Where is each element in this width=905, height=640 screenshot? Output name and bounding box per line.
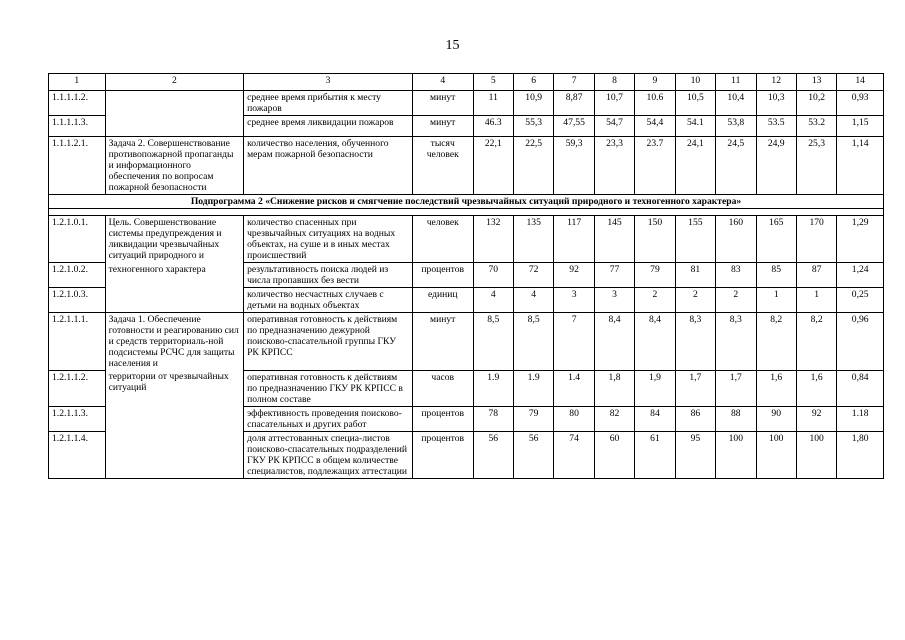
table-row (49, 216, 884, 263)
row-value: 10,4 (716, 91, 756, 116)
goal-description-continued: техногенного характера (105, 263, 243, 313)
indicators-table (48, 73, 884, 479)
row-value: 78 (473, 406, 513, 431)
row-indicator: среднее время прибытия к месту пожаров (244, 91, 413, 116)
row-value: 56 (513, 431, 553, 478)
row-value: 53.5 (756, 116, 796, 137)
row-indicator: количество несчастных случаев с детьми на водных объектах (244, 288, 413, 313)
row-value: 2 (675, 288, 715, 313)
row-value: 8,3 (716, 313, 756, 371)
row-value: 10,9 (513, 91, 553, 116)
task2-description: Задача 2. Совершенствование противопожарной пропаганды и информационного обеспечения по вопросам пожарной безопасности (105, 137, 243, 195)
row-value: 77 (594, 263, 634, 288)
page-number: 15 (445, 38, 460, 53)
row-value: 46.3 (473, 116, 513, 137)
row-value: 145 (594, 216, 634, 263)
row-value: 10,2 (796, 91, 836, 116)
row-value: 1.18 (837, 406, 884, 431)
header-cell: 13 (796, 74, 836, 91)
row-value: 23.7 (635, 137, 675, 195)
row-value: 95 (675, 431, 715, 478)
row-unit: минут (412, 116, 473, 137)
row-value: 165 (756, 216, 796, 263)
row-value: 10,5 (675, 91, 715, 116)
row-value: 80 (554, 406, 594, 431)
row-unit: часов (412, 370, 473, 406)
row-code: 1.2.1.1.4. (49, 431, 106, 478)
row-value: 79 (635, 263, 675, 288)
row-value: 24,9 (756, 137, 796, 195)
row-value: 54.1 (675, 116, 715, 137)
row-value: 10,7 (594, 91, 634, 116)
row-value: 1,8 (594, 370, 634, 406)
row-unit: процентов (412, 431, 473, 478)
row-unit: процентов (412, 263, 473, 288)
row-value: 2 (716, 288, 756, 313)
row-value: 10.6 (635, 91, 675, 116)
header-cell: 11 (716, 74, 756, 91)
table-row (49, 91, 884, 116)
row-code: 1.2.1.0.2. (49, 263, 106, 288)
row-value: 70 (473, 263, 513, 288)
row-value: 59,3 (554, 137, 594, 195)
row-value: 25,3 (796, 137, 836, 195)
row-value: 0,84 (837, 370, 884, 406)
row-value: 53,8 (716, 116, 756, 137)
row-value: 160 (716, 216, 756, 263)
row-value: 61 (635, 431, 675, 478)
row-value: 8,2 (796, 313, 836, 371)
header-cell: 14 (837, 74, 884, 91)
row-value: 8,87 (554, 91, 594, 116)
row-code: 1.2.1.0.3. (49, 288, 106, 313)
row-value: 60 (594, 431, 634, 478)
row-value: 132 (473, 216, 513, 263)
task1-description-continued: территории от чрезвычайных ситуаций (105, 370, 243, 478)
header-cell: 3 (244, 74, 413, 91)
row-value: 155 (675, 216, 715, 263)
row-value: 22,5 (513, 137, 553, 195)
header-cell: 9 (635, 74, 675, 91)
row-unit: минут (412, 313, 473, 371)
row-code: 1.2.1.1.3. (49, 406, 106, 431)
row-indicator: эффективность проведения поисково-спасательных и других работ (244, 406, 413, 431)
row-value: 1,6 (756, 370, 796, 406)
row-value: 83 (716, 263, 756, 288)
row-indicator: результативность поиска людей из числа пропавших без вести (244, 263, 413, 288)
table-row (49, 263, 884, 288)
row-value: 170 (796, 216, 836, 263)
row-value: 1.4 (554, 370, 594, 406)
row-value: 100 (716, 431, 756, 478)
row-code: 1.2.1.0.1. (49, 216, 106, 263)
row-value: 92 (554, 263, 594, 288)
row-indicator: оперативная готовность к действиям по предназначению ГКУ РК КРПСС в полном составе (244, 370, 413, 406)
header-cell: 10 (675, 74, 715, 91)
row-value: 135 (513, 216, 553, 263)
row-value: 1.9 (513, 370, 553, 406)
header-cell: 1 (49, 74, 106, 91)
row-value: 0,93 (837, 91, 884, 116)
header-cell: 4 (412, 74, 473, 91)
row-value: 100 (796, 431, 836, 478)
row-code: 1.1.1.1.2. (49, 91, 106, 116)
header-cell: 12 (756, 74, 796, 91)
row-value: 74 (554, 431, 594, 478)
row-value: 1,7 (675, 370, 715, 406)
row-indicator: количество спасенных при чрезвычайных ситуациях на водных объектах, на суше и в иных местах происшествий (244, 216, 413, 263)
spacer-row (49, 209, 884, 216)
row-value: 1,9 (635, 370, 675, 406)
row-value: 7 (554, 313, 594, 371)
row-value: 92 (796, 406, 836, 431)
row-value: 8,3 (675, 313, 715, 371)
row-value: 23,3 (594, 137, 634, 195)
row-indicator: оперативная готовность к действиям по предназначению дежурной поисково-спасательной группы ГКУ РК КРПСС (244, 313, 413, 371)
row-value: 54,4 (635, 116, 675, 137)
row-value: 8,5 (473, 313, 513, 371)
row-value: 1 (756, 288, 796, 313)
row-value: 81 (675, 263, 715, 288)
row-value: 2 (635, 288, 675, 313)
row-unit: минут (412, 91, 473, 116)
row-value: 4 (513, 288, 553, 313)
row-unit: человек (412, 216, 473, 263)
row-value: 87 (796, 263, 836, 288)
subprogram-row (49, 195, 884, 209)
row-value: 4 (473, 288, 513, 313)
header-cell: 2 (105, 74, 243, 91)
row-value: 55,3 (513, 116, 553, 137)
header-cell: 7 (554, 74, 594, 91)
row-value: 56 (473, 431, 513, 478)
row-value: 85 (756, 263, 796, 288)
row-value: 10,3 (756, 91, 796, 116)
goal-description: Цель. Совершенствование системы предупреждения и ликвидации чрезвычайных ситуаций природного и (105, 216, 243, 263)
row-value: 90 (756, 406, 796, 431)
row-value: 82 (594, 406, 634, 431)
row-value: 53.2 (796, 116, 836, 137)
row-value: 79 (513, 406, 553, 431)
row-value: 47,55 (554, 116, 594, 137)
row-code: 1.2.1.1.1. (49, 313, 106, 371)
row-value: 1,24 (837, 263, 884, 288)
header-cell: 8 (594, 74, 634, 91)
row-value: 8,5 (513, 313, 553, 371)
header-cell: 5 (473, 74, 513, 91)
row-value: 0,96 (837, 313, 884, 371)
row-value: 54,7 (594, 116, 634, 137)
row-code: 1.1.1.1.3. (49, 116, 106, 137)
table-row (49, 313, 884, 371)
row-value: 3 (554, 288, 594, 313)
row-value: 1 (796, 288, 836, 313)
row-indicator: доля аттестованных специа-листов поисково-спасательных подразделений ГКУ РК КРПСС в общем количестве специалистов, подлежащих аттестации (244, 431, 413, 478)
row-unit: тысяч человек (412, 137, 473, 195)
table-row (49, 137, 884, 195)
task1-description: Задача 1. Обеспечение готовности и реагированию сил и средств территориаль-ной подсистемы РСЧС для защиты населения и (105, 313, 243, 371)
row-value: 22,1 (473, 137, 513, 195)
goal-cell-empty (105, 91, 243, 137)
row-value: 1,80 (837, 431, 884, 478)
table-row (49, 370, 884, 406)
row-value: 1,14 (837, 137, 884, 195)
row-value: 150 (635, 216, 675, 263)
row-unit: процентов (412, 406, 473, 431)
row-value: 1,15 (837, 116, 884, 137)
row-value: 117 (554, 216, 594, 263)
row-value: 24,1 (675, 137, 715, 195)
row-value: 100 (756, 431, 796, 478)
row-value: 8,4 (635, 313, 675, 371)
spacer-cell (49, 209, 884, 216)
row-indicator: среднее время ликвидации пожаров (244, 116, 413, 137)
row-value: 8,4 (594, 313, 634, 371)
row-code: 1.2.1.1.2. (49, 370, 106, 406)
row-value: 72 (513, 263, 553, 288)
row-unit: единиц (412, 288, 473, 313)
row-value: 0,25 (837, 288, 884, 313)
row-indicator: количество населения, обученного мерам пожарной безопасности (244, 137, 413, 195)
row-code: 1.1.1.2.1. (49, 137, 106, 195)
row-value: 84 (635, 406, 675, 431)
row-value: 88 (716, 406, 756, 431)
row-value: 1,6 (796, 370, 836, 406)
row-value: 3 (594, 288, 634, 313)
row-value: 11 (473, 91, 513, 116)
row-value: 1,29 (837, 216, 884, 263)
header-cell: 6 (513, 74, 553, 91)
row-value: 86 (675, 406, 715, 431)
header-row (49, 74, 884, 91)
row-value: 8,2 (756, 313, 796, 371)
row-value: 24,5 (716, 137, 756, 195)
row-value: 1,7 (716, 370, 756, 406)
subprogram-title: Подпрограмма 2 «Снижение рисков и смягчение последствий чрезвычайных ситуаций природного и техногенного характера» (49, 195, 884, 209)
row-value: 1.9 (473, 370, 513, 406)
